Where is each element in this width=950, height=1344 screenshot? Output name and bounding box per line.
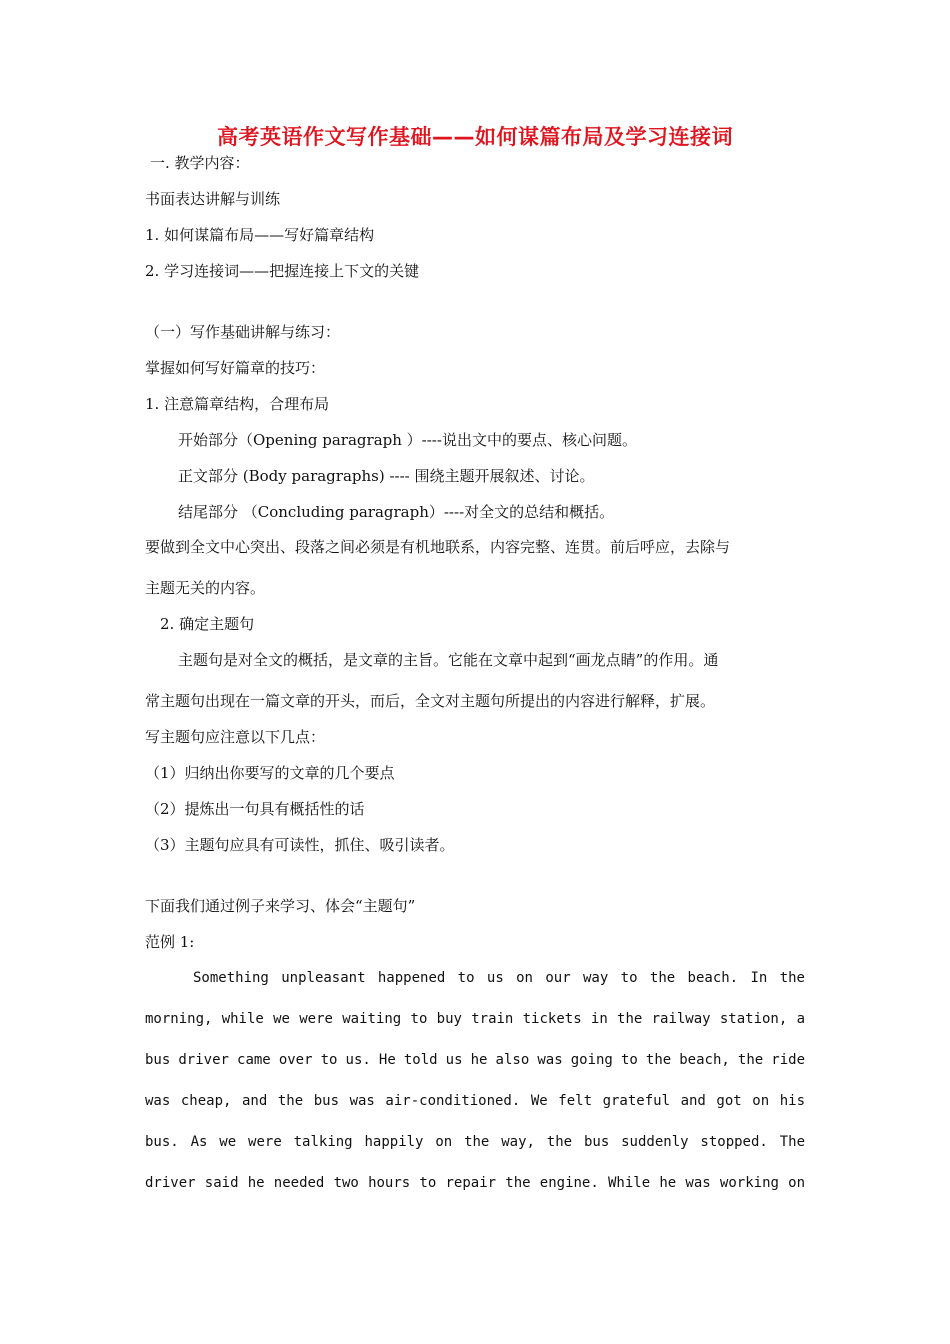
list-item: 2. 学习连接词——把握连接上下文的关键 (145, 262, 420, 280)
document-title: 高考英语作文写作基础——如何谋篇布局及学习连接词 (217, 125, 733, 149)
point-one: 1. 注意篇章结构，合理布局 (145, 395, 330, 413)
topic-sentence-text: 常主题句出现在一篇文章的开头，而后，全文对主题句所提出的内容进行解释，扩展。 (145, 692, 716, 710)
topic-sentence-text: 主题句是对全文的概括，是文章的主旨。它能在文章中起到“画龙点睛”的作用。通 (178, 651, 719, 669)
notes-heading: 写主题句应注意以下几点： (145, 728, 326, 746)
skills-heading: 掌握如何写好篇章的技巧： (145, 359, 326, 377)
opening-paragraph-line: 开始部分（Opening paragraph ）----说出文中的要点、核心问题。 (178, 431, 637, 449)
subtitle: 书面表达讲解与训练 (145, 190, 281, 208)
concluding-paragraph-line: 结尾部分 （Concluding paragraph）----对全文的总结和概括。 (178, 503, 615, 521)
example-label: 范例 1: (145, 933, 195, 951)
example-text-line: Something unpleasant happened to us on our way to the beach. In the (193, 970, 805, 986)
example-intro: 下面我们通过例子来学习、体会“主题句” (145, 897, 416, 915)
section-one-heading: 一. 教学内容： (150, 154, 250, 172)
requirement-line: 主题无关的内容。 (145, 579, 266, 597)
point-two: 2. 确定主题句 (160, 615, 255, 633)
example-text-line: bus. As we were talking happily on the way, the bus suddenly stopped. The (145, 1134, 805, 1150)
body-paragraph-line: 正文部分 (Body paragraphs) ---- 围绕主题开展叙述、讨论。 (178, 467, 595, 485)
part-one-heading: （一）写作基础讲解与练习： (145, 323, 341, 341)
note-item: （1）归纳出你要写的文章的几个要点 (145, 764, 395, 782)
example-text-line: bus driver came over to us. He told us he also was going to the beach, the ride (145, 1052, 805, 1068)
example-text-line: was cheap, and the bus was air-conditioned. We felt grateful and got on his (145, 1093, 805, 1109)
example-text-line: morning, while we were waiting to buy train tickets in the railway station, a (145, 1011, 805, 1027)
list-item: 1. 如何谋篇布局——写好篇章结构 (145, 226, 375, 244)
example-text-line: driver said he needed two hours to repair the engine. While he was working on (145, 1175, 805, 1191)
note-item: （2）提炼出一句具有概括性的话 (145, 800, 365, 818)
note-item: （3）主题句应具有可读性，抓住、吸引读者。 (145, 836, 455, 854)
requirement-line: 要做到全文中心突出、段落之间必须是有机地联系，内容完整、连贯。前后呼应，去除与 (145, 538, 731, 556)
